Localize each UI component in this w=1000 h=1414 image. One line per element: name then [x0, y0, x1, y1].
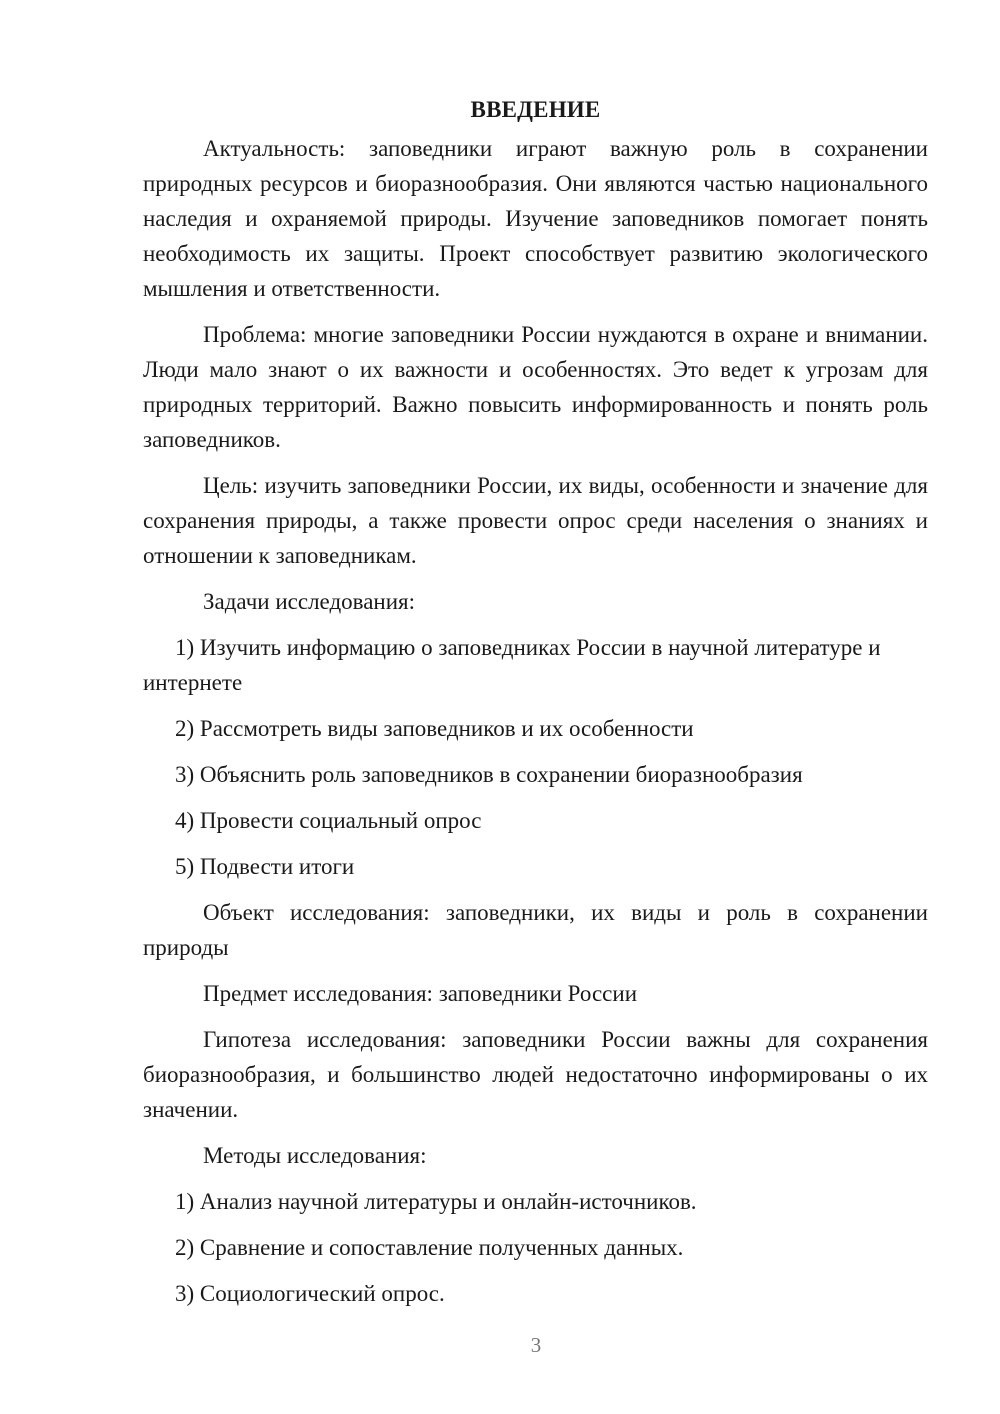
paragraph-subject: Предмет исследования: заповедники России: [203, 981, 638, 1006]
list-item: 3) Социологический опрос.: [175, 1281, 445, 1306]
paragraph-relevance: Актуальность: заповедники играют важную роль в сохранении природных ресурсов и биоразнообразия. Они являются частью национального наследия и охраняемой природы. Изучение заповедников помогает понять необходимость их защиты. Проект способствует развитию экологического мышления и ответственности.: [143, 136, 928, 301]
list-item: 4) Провести социальный опрос: [175, 808, 482, 833]
tasks-heading: Задачи исследования:: [203, 589, 416, 614]
list-item: 2) Рассмотреть виды заповедников и их особенности: [175, 716, 694, 741]
paragraph-object: Объект исследования: заповедники, их виды и роль в сохранении природы: [143, 900, 928, 960]
methods-list: [143, 1184, 928, 1311]
paragraph-problem: Проблема: многие заповедники России нуждаются в охране и внимании. Люди мало знают о их важности и особенностях. Это ведет к угрозам для природных территорий. Важно повысить информированность и понять роль заповедников.: [143, 322, 928, 452]
list-item: 5) Подвести итоги: [175, 854, 355, 879]
page-number: 3: [530, 1333, 542, 1357]
section-heading: ВВЕДЕНИЕ: [470, 97, 601, 122]
paragraph-hypothesis: Гипотеза исследования: заповедники России важны для сохранения биоразнообразия, и большинство людей недостаточно информированы о их значении.: [143, 1027, 928, 1122]
list-item: 3) Объяснить роль заповедников в сохранении биоразнообразия: [175, 762, 803, 787]
list-item: 2) Сравнение и сопоставление полученных данных.: [175, 1235, 684, 1260]
paragraph-goal: Цель: изучить заповедники России, их виды, особенности и значение для сохранения природы, а также провести опрос среди населения о знаниях и отношении к заповедникам.: [143, 473, 928, 568]
methods-heading: Методы исследования:: [203, 1143, 427, 1168]
list-item: 1) Изучить информацию о заповедниках России в научной литературе и интернете: [143, 635, 881, 695]
tasks-list: [143, 630, 928, 884]
list-item: 1) Анализ научной литературы и онлайн-источников.: [175, 1189, 697, 1214]
document-body: [143, 92, 928, 1322]
